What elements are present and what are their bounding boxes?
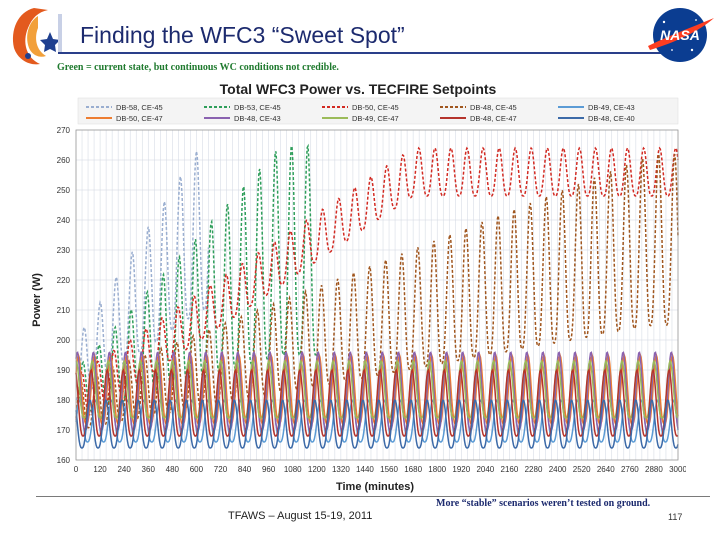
chart-legend	[78, 98, 678, 124]
x-tick-label: 1440	[356, 465, 374, 474]
legend-label: DB-58, CE-45	[116, 103, 163, 112]
x-tick-label: 960	[261, 465, 276, 474]
legend-label: DB-50, CE-45	[352, 103, 399, 112]
y-tick-label: 270	[56, 126, 70, 135]
x-tick-label: 1560	[380, 465, 398, 474]
tfaws-logo	[4, 2, 74, 70]
chart-title: Total WFC3 Power vs. TECFIRE Setpoints	[219, 81, 497, 97]
x-tick-label: 1800	[428, 465, 447, 474]
page-number: 117	[668, 512, 683, 522]
legend-label: DB-53, CE-45	[234, 103, 281, 112]
x-tick-label: 120	[93, 465, 107, 474]
x-tick-label: 1920	[452, 465, 471, 474]
legend-label: DB-50, CE-47	[116, 114, 163, 123]
x-tick-label: 0	[73, 465, 79, 474]
legend-label: DB-48, CE-43	[234, 114, 281, 123]
footer-note: More “stable” scenarios weren’t tested on ground.	[436, 498, 651, 509]
slide-title: Finding the WFC3 “Sweet Spot”	[80, 22, 405, 48]
x-tick-label: 720	[213, 465, 228, 474]
y-tick-label: 210	[56, 306, 70, 315]
legend-label: DB-48, CE-40	[588, 114, 635, 123]
x-axis-label: Time (minutes)	[335, 481, 415, 493]
x-tick-label: 1680	[404, 465, 423, 474]
footer-divider	[36, 496, 710, 497]
x-tick-label: 600	[189, 465, 204, 474]
x-tick-label: 480	[165, 465, 179, 474]
x-tick-label: 2040	[476, 465, 495, 474]
x-tick-label: 2400	[548, 465, 567, 474]
x-tick-label: 2160	[500, 465, 519, 474]
y-tick-label: 190	[56, 366, 70, 375]
x-tick-label: 2880	[645, 465, 663, 474]
y-tick-label: 230	[56, 246, 70, 255]
y-tick-label: 200	[56, 336, 70, 345]
x-tick-label: 2520	[572, 465, 591, 474]
y-tick-label: 250	[56, 186, 70, 195]
top-note: Green = current state, but continuous WC conditions not credible.	[57, 62, 339, 73]
legend-label: DB-49, CE-43	[588, 103, 635, 112]
x-tick-label: 360	[141, 465, 155, 474]
title-underline	[58, 52, 663, 54]
title-accent-bar	[58, 14, 62, 54]
x-tick-label: 1200	[307, 465, 326, 474]
y-tick-label: 170	[56, 426, 70, 435]
x-tick-label: 240	[117, 465, 131, 474]
legend-label: DB-49, CE-47	[352, 114, 399, 123]
y-tick-label: 160	[56, 456, 70, 465]
y-tick-label: 260	[56, 156, 70, 165]
y-tick-label: 240	[56, 216, 70, 225]
y-axis-label: Power (W)	[31, 273, 43, 327]
legend-label: DB-48, CE-45	[470, 103, 517, 112]
nasa-logo	[642, 6, 718, 64]
x-tick-label: 2640	[596, 465, 615, 474]
power-chart	[30, 78, 686, 496]
x-tick-label: 3000	[669, 465, 686, 474]
x-tick-label: 1080	[283, 465, 302, 474]
x-tick-label: 2280	[524, 465, 543, 474]
x-tick-label: 840	[237, 465, 252, 474]
nasa-logo-text: NASA	[660, 27, 700, 43]
x-tick-label: 2760	[620, 465, 639, 474]
x-tick-label: 1320	[331, 465, 350, 474]
legend-label: DB-48, CE-47	[470, 114, 517, 123]
y-tick-label: 180	[56, 396, 70, 405]
footer-event: TFAWS – August 15-19, 2011	[228, 510, 373, 522]
chart-frame	[30, 78, 686, 496]
y-tick-label: 220	[56, 276, 70, 285]
